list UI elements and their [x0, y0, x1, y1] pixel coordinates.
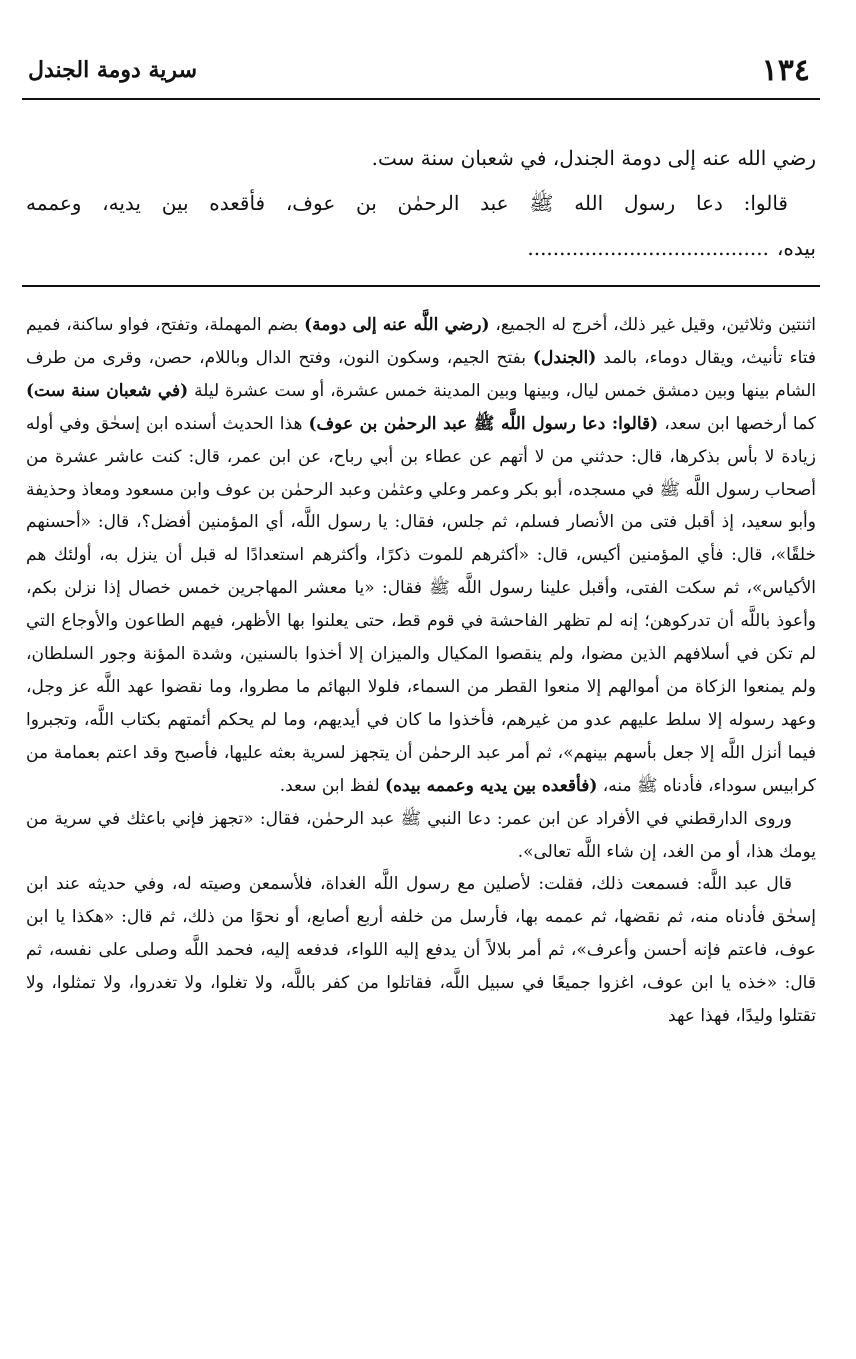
quoted-main-text: (في شعبان سنة ست): [26, 380, 189, 401]
commentary-paragraph-3: قال عبد اللَّه: فسمعت ذلك، فقلت: لأصلين مع رسول اللَّه الغداة، فلأسمعن وصيته له، وفي حديثه عند ابن إسحٰق فأدناه منه، ثم نقضها، ثم عممه بها، فأرسل من خلفه أربع أصابع، أو نحوًا من ذلك، ثم قال: «هكذا يا ابن عوف، فاعتم فإنه أحسن وأعرف»، ثم أمر بلالاً أن يدفع إليه اللواء، فدفعه إليه، فحمد اللَّه وصلى على نفسه، ثم قال: «خذه يا ابن عوف، اغزوا جميعًا في سبيل اللَّه، فقاتلوا من كفر باللَّه، ولا تغلوا، ولا تغدروا، ولا تمثلوا، ولا تقتلوا وليدًا، فهذا عهد: [26, 874, 816, 1027]
commentary-text: هذا الحديث أسنده ابن إسحٰق وفي أوله زيادة لا بأس بذكرها، قال: حدثني من لا أتهم عن عطاء بن أبي رباح، عن ابن عمر، قال: كنت عاشر عشرة من أصحاب رسول اللَّه ﷺ في مسجده، أبو بكر وعمر وعلي وعثمٰن وعبد الرحمٰن بن عوف وابن مسعود ومعاذ وحذيفة وأبو سعيد، إذ أقبل فتى من الأنصار فسلم، ثم جلس، فقال: يا رسول اللَّه، أي المؤمنين أفضل؟، قال: «أحسنهم خلقًا»، قال: فأي المؤمنين أكيس، قال: «أكثرهم للموت ذكرًا، وأكثرهم استعدادًا له قبل أن ينزل به، أولئك هم الأكياس»، ثم سكت الفتى، وأقبل علينا رسول اللَّه ﷺ فقال: «يا معشر المهاجرين خمس خصال إذا نزلن بكم، وأعوذ باللَّه أن تدركوهن؛ إنه لم تظهر الفاحشة في قوم قط، حتى يعلنوا بها الأظهر، فيهم الطاعون والأوجاع التي لم تكن في أسلافهم الذين مضوا، ولم ينقصوا المكيال والميزان إلا أخذوا بالسنين، وشدة المؤنة وجور السلطان، ولم يمنعوا الزكاة من أموالهم إلا منعوا القطر من السماء، فلولا البهائم ما مطروا، وما نقضوا عهد اللَّه عز وجل، وعهد رسوله إلا سلط عليهم عدو من غيرهم، فأخذوا ما كان في أيديهم، وما لم يحكم أئمتهم بكتاب اللَّه، وتجبروا فيما أنزل اللَّه إلا جعل بأسهم بينهم»، ثم أمر عبد الرحمٰن أن يتجهز لسرية بعثه عليها، فأصبح وقد اعتم بعمامة من كرابيس سوداء، فأدناه ﷺ منه،: [26, 413, 816, 796]
ellipsis-dots: ......................................: [527, 236, 769, 260]
commentary-paragraph-2: وروى الدارقطني في الأفراد عن ابن عمر: دعا النبي ﷺ عبد الرحمٰن، فقال: «تجهز فإني باعثك في سرية من يومك هذا، أو من الغد، إن شاء اللَّه تعالى».: [26, 808, 816, 862]
commentary-paragraph-1: [26, 309, 816, 803]
quoted-main-text: (قالوا: دعا رسول اللَّه ﷺ عبد الرحمٰن بن عوف): [308, 413, 659, 434]
commentary-text: كما أرخصها ابن سعد،: [658, 413, 816, 434]
main-text: [22, 136, 820, 271]
book-page: [22, 50, 820, 1350]
commentary-text: بضم المهملة، وتفتح، فواو ساكنة، فميم فتاء تأنيث، ويقال دوماء، بالمد: [26, 315, 816, 368]
commentary: [22, 309, 820, 1033]
commentary-text: اثنتين وثلاثين، وقيل غير ذلك، أخرج له الجميع،: [489, 315, 816, 335]
main-text-paragraph-2: قالوا: دعا رسول الله ﷺ عبد الرحمٰن بن عوف، فأقعده بين يديه، وعممه بيده،: [26, 191, 816, 260]
quoted-main-text: (الجندل): [532, 347, 597, 368]
text-separator-line: [22, 285, 820, 287]
running-title: سرية دومة الجندل: [28, 57, 197, 83]
commentary-text: لفظ ابن سعد.: [279, 775, 386, 796]
main-text-line-1: رضي الله عنه إلى دومة الجندل، في شعبان سنة ست.: [371, 146, 816, 170]
main-text-line: [26, 136, 816, 181]
main-text-paragraph: [26, 181, 816, 271]
page-number: ١٣٤: [761, 53, 810, 88]
commentary-text: بفتح الجيم، وسكون النون، وفتح الدال وباللام، حصن، وقرى من طرف الشام بينها وبين دمشق خمس ليال، وبينها وبين المدينة خمس عشرة، أو ست عشرة ليلة: [26, 347, 816, 401]
quoted-main-text: (فأقعده بين يديه وعممه بيده): [385, 775, 598, 796]
quoted-main-text: (رضي اللَّه عنه إلى دومة): [304, 315, 490, 335]
page-header: [22, 50, 820, 100]
